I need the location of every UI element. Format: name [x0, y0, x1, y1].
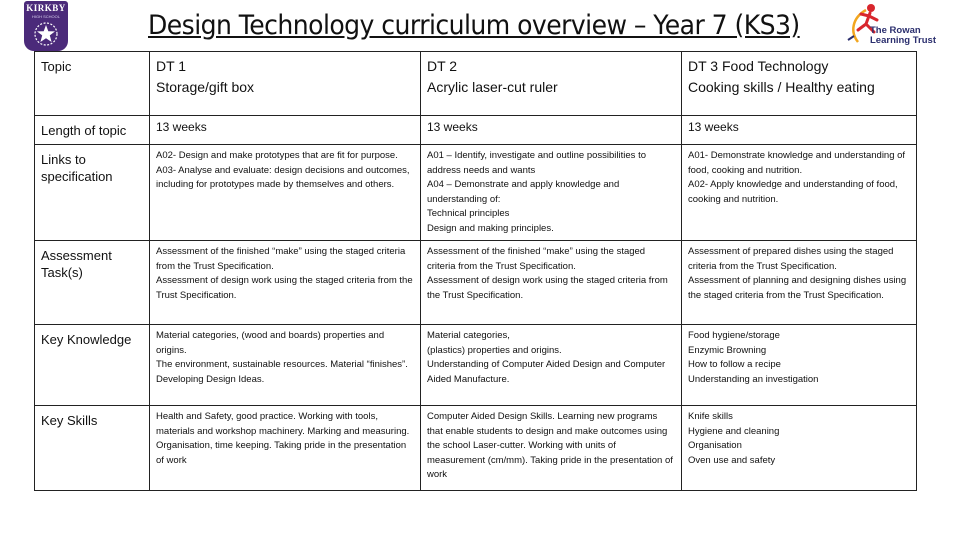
- table-row-skills: [35, 406, 917, 491]
- row-label-skills: Key Skills: [35, 406, 150, 491]
- logo-school-name: KIRKBY: [26, 3, 66, 13]
- star-emblem-icon: [33, 21, 59, 47]
- skills-cell-dt3: Knife skills Hygiene and cleaning Organisation Oven use and safety: [682, 406, 917, 491]
- school-logo: [24, 1, 68, 51]
- topic-cell-dt1: DT 1 Storage/gift box: [150, 52, 421, 116]
- table-row-links: [35, 145, 917, 241]
- length-cell-dt3: 13 weeks: [682, 116, 917, 145]
- length-cell-dt2: 13 weeks: [421, 116, 682, 145]
- knowledge-cell-dt3: Food hygiene/storage Enzymic Browning How to follow a recipe Understanding an investigation: [682, 325, 917, 406]
- curriculum-table: [34, 51, 917, 491]
- topic-cell-dt3: DT 3 Food Technology Cooking skills / Healthy eating: [682, 52, 917, 116]
- links-cell-dt3: A01- Demonstrate knowledge and understanding of food, cooking and nutrition. A02- Apply knowledge and understanding of food, cooking and nutrition.: [682, 145, 917, 241]
- assessment-cell-dt1: Assessment of the finished “make” using the staged criteria from the Trust Specification. Assessment of design work using the staged criteria from the Trust Specification.: [150, 241, 421, 325]
- table-row-assessment: [35, 241, 917, 325]
- assessment-cell-dt2: Assessment of the finished “make” using the staged criteria from the Trust Specification. Assessment of design work using the staged criteria from the Trust Specification.: [421, 241, 682, 325]
- row-label-topic: Topic: [35, 52, 150, 116]
- skills-cell-dt1: Health and Safety, good practice. Working with tools, materials and workshop machinery. Marking and measuring. Organisation, time keeping. Taking pride in the presentation of work: [150, 406, 421, 491]
- links-cell-dt1: A02- Design and make prototypes that are fit for purpose. A03- Analyse and evaluate: design decisions and outcomes, including for prototypes made by themselves and others.: [150, 145, 421, 241]
- links-cell-dt2: A01 – Identify, investigate and outline possibilities to address needs and wants A04 – Demonstrate and apply knowledge and understanding of: Technical principles Design and making principles.: [421, 145, 682, 241]
- row-label-links: Links to specification: [35, 145, 150, 241]
- row-label-length: Length of topic: [35, 116, 150, 145]
- rowan-trust-logo: [844, 2, 944, 50]
- topic-cell-dt2: DT 2 Acrylic laser-cut ruler: [421, 52, 682, 116]
- assessment-cell-dt3: Assessment of prepared dishes using the staged criteria from the Trust Specification. Assessment of planning and designing dishes using the staged criteria from the Trust Specification.: [682, 241, 917, 325]
- page-title: Design Technology curriculum overview – Year 7 (KS3): [148, 10, 800, 41]
- knowledge-cell-dt2: Material categories, (plastics) properties and origins. Understanding of Computer Aided Design and Computer Aided Manufacture.: [421, 325, 682, 406]
- length-cell-dt1: 13 weeks: [150, 116, 421, 145]
- row-label-assessment: Assessment Task(s): [35, 241, 150, 325]
- table-row-knowledge: [35, 325, 917, 406]
- skills-cell-dt2: Computer Aided Design Skills. Learning new programs that enable students to design and make outcomes using the school Laser-cutter. Working with units of measurement (cm/mm). Taking pride in the presentation of work: [421, 406, 682, 491]
- table-row-topic: [35, 52, 917, 116]
- row-label-knowledge: Key Knowledge: [35, 325, 150, 406]
- knowledge-cell-dt1: Material categories, (wood and boards) properties and origins. The environment, sustainable resources. Material “finishes”. Developing Design Ideas.: [150, 325, 421, 406]
- rowan-trust-name: The Rowan Learning Trust: [870, 25, 936, 46]
- table-row-length: [35, 116, 917, 145]
- logo-school-sub: HIGH SCHOOL: [31, 14, 60, 19]
